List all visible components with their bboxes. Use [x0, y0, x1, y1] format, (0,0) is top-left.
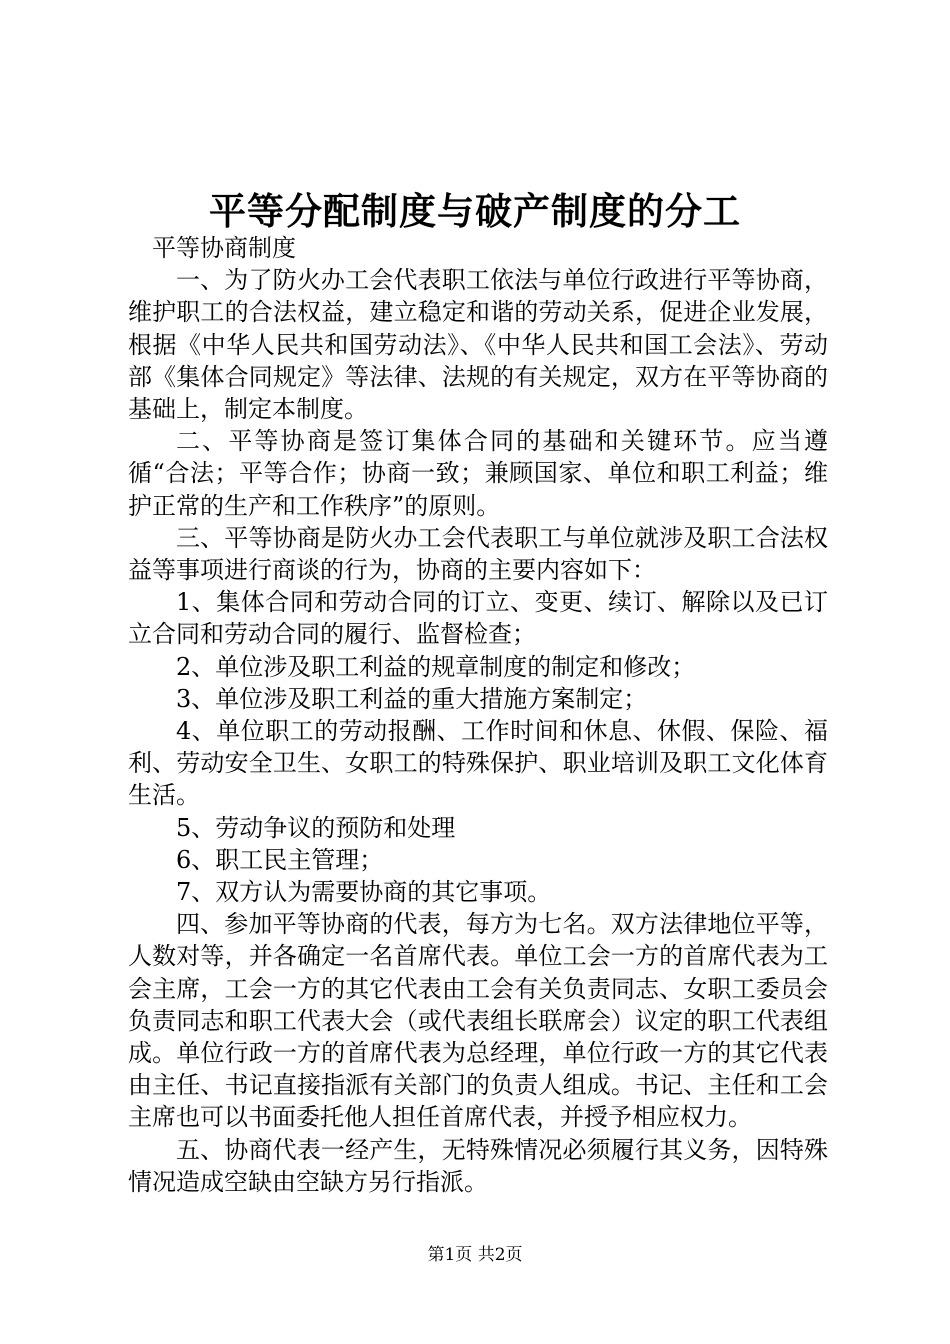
paragraph-5: 五、协商代表一经产生，无特殊情况必须履行其义务，因特殊情况造成空缺由空缺方另行指派。 — [128, 1135, 828, 1196]
list-item-3: 3、单位涉及职工利益的重大措施方案制定； — [176, 684, 648, 713]
section-heading: 平等协商制度 — [152, 234, 296, 262]
list-item-4: 4、单位职工的劳动报酬、工作时间和休息、休假、保险、福利、劳动安全卫生、女职工的特殊保护、职业培训及职工文化体育生活。 — [128, 717, 828, 810]
list-item-1: 1、集体合同和劳动合同的订立、变更、续订、解除以及已订立合同和劳动合同的履行、监督检查； — [128, 588, 828, 649]
list-item-2: 2、单位涉及职工利益的规章制度的制定和修改； — [176, 652, 696, 681]
page-footer: 第1页 共2页 — [427, 1245, 523, 1265]
paragraph-3: 三、平等协商是防火办工会代表职工与单位就涉及职工合法权益等事项进行商谈的行为，协商的主要内容如下： — [128, 523, 828, 585]
document-title: 平等分配制度与破产制度的分工 — [209, 189, 741, 233]
paragraph-2: 二、平等协商是签订集体合同的基础和关键环节。应当遵循“合法；平等合作；协商一致；兼顾国家、单位和职工利益；维护正常的生产和工作秩序”的原则。 — [128, 427, 828, 520]
paragraph-4: 四、参加平等协商的代表，每方为七名。双方法律地位平等，人数对等，并各确定一名首席代表。单位工会一方的首席代表为工会主席，工会一方的其它代表由工会有关负责同志、女职工委员会负责同志和职工代表大会（或代表组长联席会）议定的职工代表组成。单位行政一方的首席代表为总经理，单位行政一方的其它代表由主任、书记直接指派有关部门的负责人组成。书记、主任和工会主席也可以书面委托他人担任首席代表，并授予相应权力。 — [128, 910, 828, 1132]
list-item-6: 6、职工民主管理； — [176, 845, 384, 874]
list-item-5: 5、劳动争议的预防和处理 — [176, 813, 456, 842]
list-item-7: 7、双方认为需要协商的其它事项。 — [176, 878, 552, 907]
paragraph-1: 一、为了防火办工会代表职工依法与单位行政进行平等协商，维护职工的合法权益，建立稳定和谐的劳动关系，促进企业发展，根据《中华人民共和国劳动法》、《中华人民共和国工会法》、劳动部《集体合同规定》等法律、法规的有关规定，双方在平等协商的基础上，制定本制度。 — [128, 266, 828, 424]
document-body — [128, 232, 828, 1198]
